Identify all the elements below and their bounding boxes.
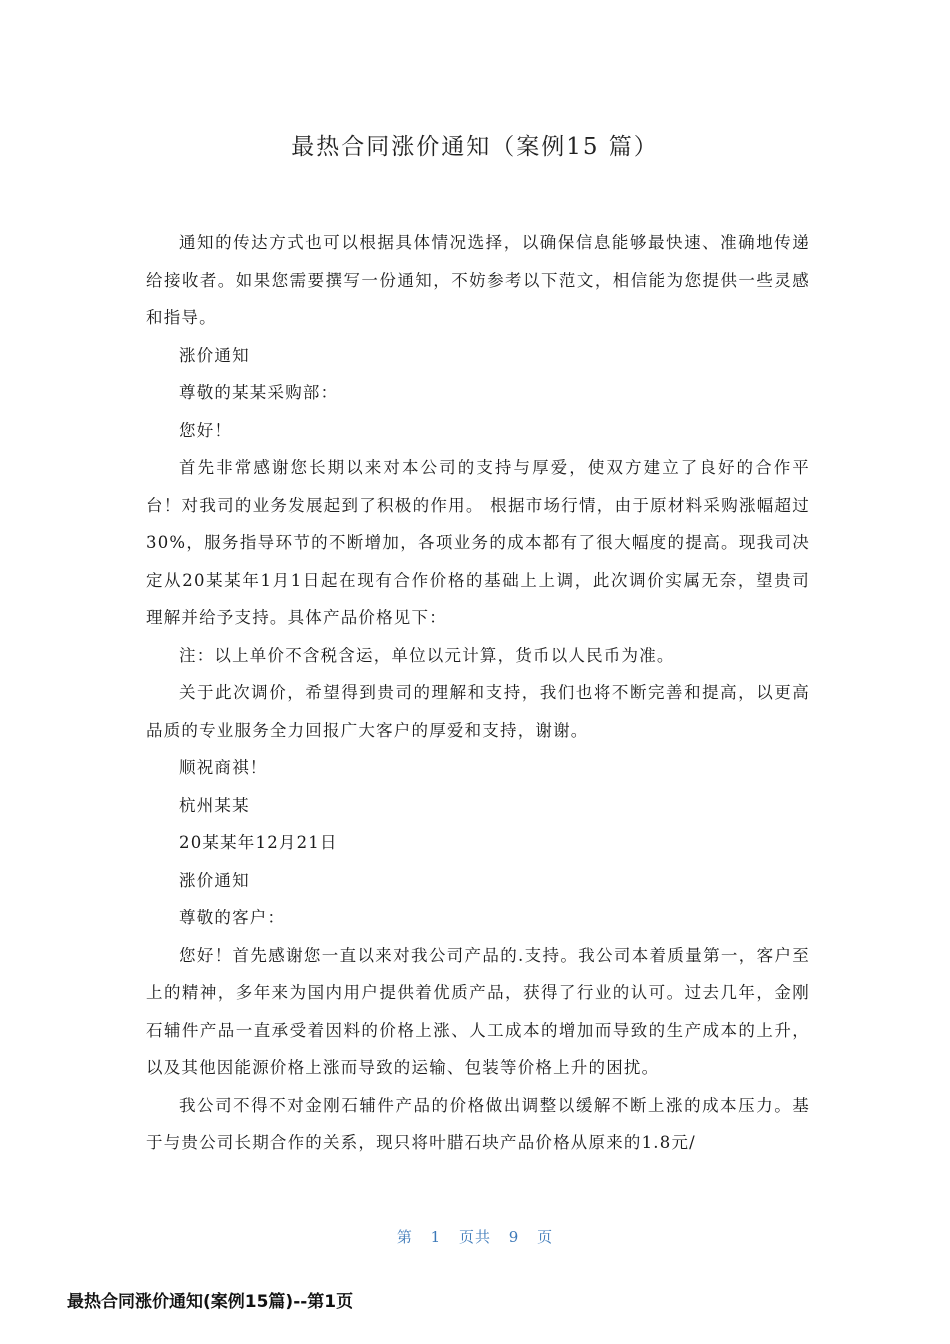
body-paragraph: 首先非常感谢您长期以来对本公司的支持与厚爱，使双方建立了良好的合作平台！对我司的业务发展起到了积极的作用。 根据市场行情，由于原材料采购涨幅超过30%，服务指导环节的不断增加，各项业务的成本都有了很大幅度的提高。现我司决定从20某某年1月1日起在现有合作价格的基础上上调，此次调价实属无奈，望贵司理解并给予支持。具体产品价格见下：	[146, 458, 810, 627]
body-paragraph: 关于此次调价，希望得到贵司的理解和支持，我们也将不断完善和提高，以更高品质的专业服务全力回报广大客户的厚爱和支持，谢谢。	[146, 683, 810, 740]
document-title: 最热合同涨价通知（案例15 篇）	[291, 134, 659, 160]
salutation: 尊敬的客户：	[179, 908, 286, 927]
closing: 顺祝商祺！	[179, 758, 268, 777]
document-caption: 最热合同涨价通知(案例15篇)--第1页	[67, 1292, 354, 1312]
page-prefix: 第	[396, 1228, 413, 1246]
greeting: 您好！	[179, 420, 233, 440]
signature-company: 杭州某某	[179, 795, 250, 815]
page-number: 1	[430, 1228, 442, 1246]
salutation: 尊敬的某某采购部：	[179, 383, 339, 402]
body-paragraph: 我公司不得不对金刚石辅件产品的价格做出调整以缓解不断上涨的成本压力。基于与贵公司长期合作的关系，现只将叶腊石块产品价格从原来的1.8元/	[146, 1095, 810, 1152]
page-total: 9	[508, 1228, 520, 1246]
note-paragraph: 注：以上单价不含税含运，单位以元计算，货币以人民币为准。	[179, 645, 675, 665]
notice-heading: 涨价通知	[179, 345, 250, 365]
signature-date: 20某某年12月21日	[179, 833, 338, 852]
page-suffix: 页	[537, 1228, 554, 1246]
page-middle: 页共	[458, 1228, 491, 1246]
document-body	[146, 224, 810, 1162]
intro-paragraph: 通知的传达方式也可以根据具体情况选择，以确保信息能够最快速、准确地传递给接收者。如果您需要撰写一份通知，不妨参考以下范文，相信能为您提供一些灵感和指导。	[146, 233, 810, 327]
notice-heading: 涨价通知	[179, 870, 250, 890]
body-paragraph: 您好！首先感谢您一直以来对我公司产品的.支持。我公司本着质量第一，客户至上的精神，多年来为国内用户提供着优质产品，获得了行业的认可。过去几年，金刚石辅件产品一直承受着因料的价格上涨、人工成本的增加而导致的生产成本的上升，以及其他因能源价格上涨而导致的运输、包装等价格上升的困扰。	[146, 945, 810, 1077]
page-number-footer	[0, 1226, 950, 1247]
